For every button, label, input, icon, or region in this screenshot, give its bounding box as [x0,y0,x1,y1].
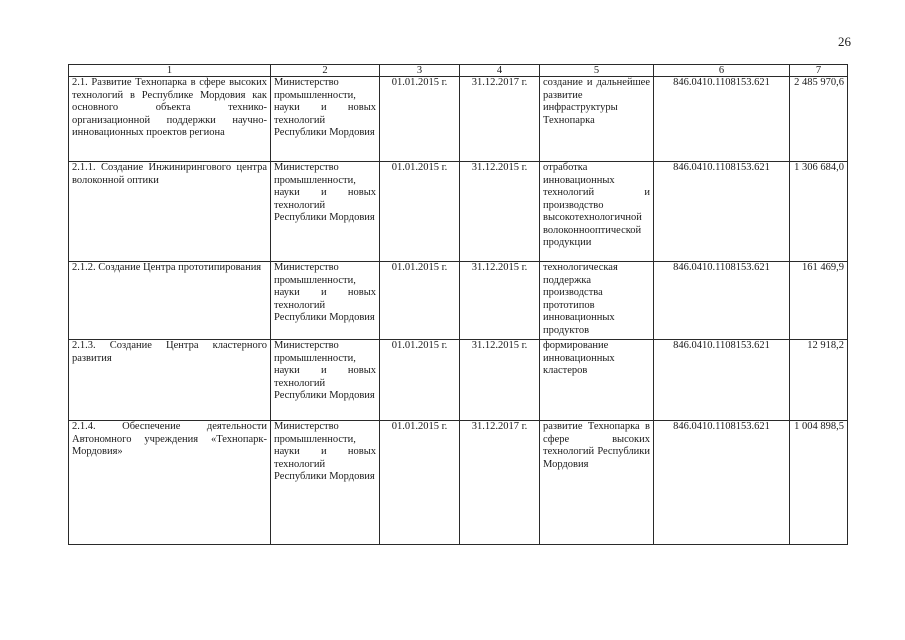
column-number: 6 [654,65,790,77]
budget-code: 846.0410.1108153.621 [654,162,790,262]
measure-name: 2.1.4. Обеспечение деятельности Автономного учреждения «Технопарк-Мордовия» [69,421,271,545]
budget-code: 846.0410.1108153.621 [654,340,790,421]
funding-amount: 2 485 970,6 [790,77,848,162]
table-row [69,340,848,421]
end-date: 31.12.2015 г. [460,340,540,421]
expected-result: отработка инновационных технологий и производство высокотехнологичной волоконнооптической продукции [540,162,654,262]
measure-name: 2.1.2. Создание Центра прототипирования [69,262,271,340]
end-date: 31.12.2017 г. [460,421,540,545]
column-number: 7 [790,65,848,77]
measure-name: 2.1.3. Создание Центра кластерного развития [69,340,271,421]
start-date: 01.01.2015 г. [380,262,460,340]
end-date: 31.12.2015 г. [460,162,540,262]
measure-name: 2.1.1. Создание Инжинирингового центра волоконной оптики [69,162,271,262]
end-date: 31.12.2015 г. [460,262,540,340]
start-date: 01.01.2015 г. [380,77,460,162]
executor: Министерство промышленности, науки и новых технологий Республики Мордовия [271,262,380,340]
budget-code: 846.0410.1108153.621 [654,77,790,162]
budget-code: 846.0410.1108153.621 [654,262,790,340]
start-date: 01.01.2015 г. [380,421,460,545]
executor: Министерство промышленности, науки и новых технологий Республики Мордовия [271,77,380,162]
executor: Министерство промышленности, науки и новых технологий Республики Мордовия [271,421,380,545]
start-date: 01.01.2015 г. [380,162,460,262]
column-number: 2 [271,65,380,77]
column-number: 5 [540,65,654,77]
table-row [69,77,848,162]
column-number: 4 [460,65,540,77]
page-number: 26 [838,34,851,49]
funding-amount: 1 004 898,5 [790,421,848,545]
executor: Министерство промышленности, науки и новых технологий Республики Мордовия [271,340,380,421]
table-row [69,421,848,545]
expected-result: создание и дальнейшее развитие инфраструктуры Технопарка [540,77,654,162]
column-number-row [69,65,848,77]
funding-amount: 161 469,9 [790,262,848,340]
funding-amount: 1 306 684,0 [790,162,848,262]
budget-code: 846.0410.1108153.621 [654,421,790,545]
executor: Министерство промышленности, науки и новых технологий Республики Мордовия [271,162,380,262]
funding-amount: 12 918,2 [790,340,848,421]
start-date: 01.01.2015 г. [380,340,460,421]
column-number: 1 [69,65,271,77]
expected-result: технологическая поддержка производства прототипов инновационных продуктов [540,262,654,340]
expected-result: развитие Технопарка в сфере высоких технологий Республики Мордовия [540,421,654,545]
table-row [69,262,848,340]
table-row [69,162,848,262]
program-table [68,64,848,545]
column-number: 3 [380,65,460,77]
expected-result: формирование инновационных кластеров [540,340,654,421]
measure-name: 2.1. Развитие Технопарка в сфере высоких технологий в Республике Мордовия как основного объекта технико-организационной поддержки научно-инновационных проектов региона [69,77,271,162]
end-date: 31.12.2017 г. [460,77,540,162]
